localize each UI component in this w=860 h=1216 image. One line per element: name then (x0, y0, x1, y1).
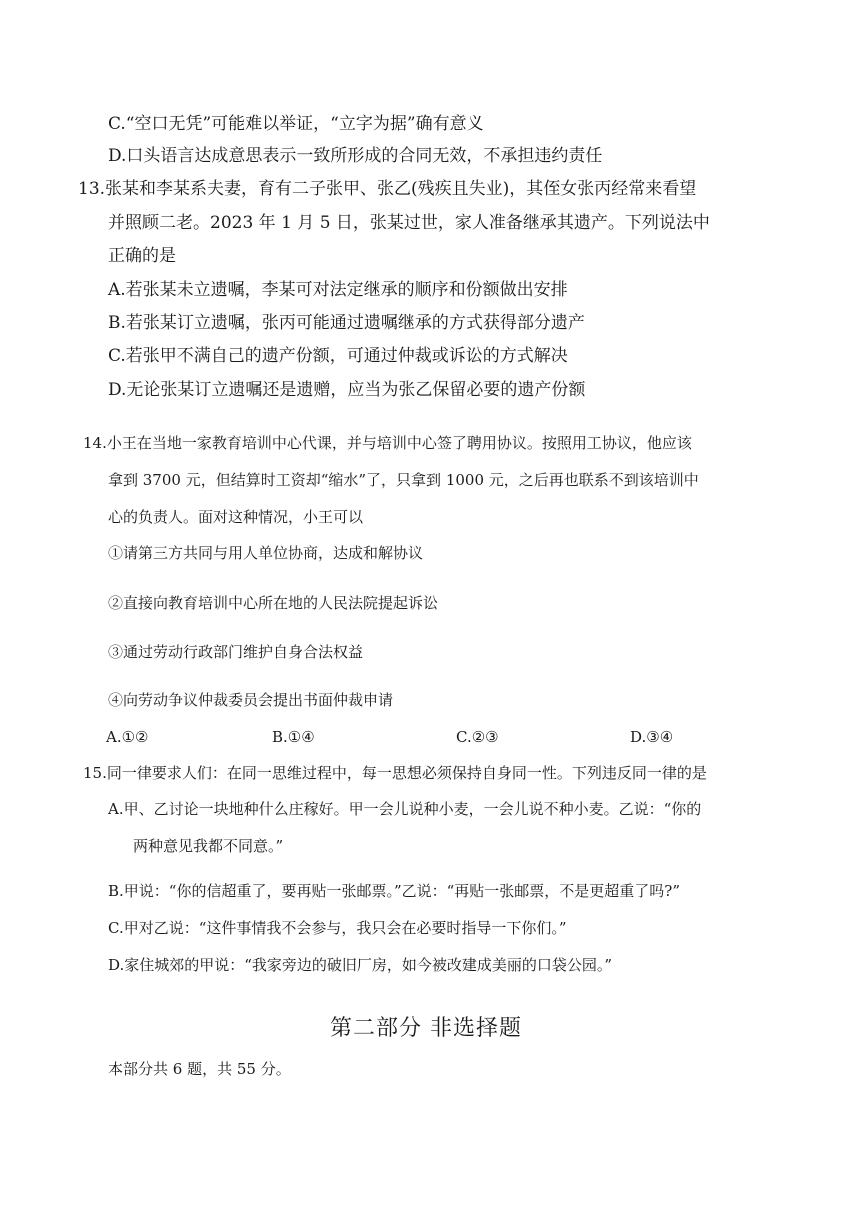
q13-stem-line1: 13.张某和李某系夫妻，育有二子张甲、张乙(残疾且失业)，其侄女张丙经常来看望 (78, 179, 697, 199)
q15-option-a-line2: 两种意见我都不同意。” (133, 837, 284, 855)
q14-item-1: ①请第三方共同与用人单位协商，达成和解协议 (108, 544, 424, 562)
part2-note: 本部分共 6 题，共 55 分。 (108, 1060, 291, 1078)
q15-option-a-line1: A.甲、乙讨论一块地种什么庄稼好。甲一会儿说种小麦，一会儿说不种小麦。乙说：“你的 (108, 800, 702, 818)
q12-option-d: D.口头语言达成意思表示一致所形成的合同无效，不承担违约责任 (108, 146, 603, 166)
q13-option-d: D.无论张某订立遗嘱还是遗赠，应当为张乙保留必要的遗产份额 (108, 380, 586, 400)
q14-stem-line3: 心的负责人。面对这种情况，小王可以 (108, 508, 364, 526)
q14-stem-line1: 14.小王在当地一家教育培训中心代课，并与培训中心签了聘用协议。按照用工协议，他应该 (83, 434, 692, 452)
q14-stem-line2: 拿到 3700 元，但结算时工资却“缩水”了，只拿到 1000 元，之后再也联系不到该培训中 (108, 471, 699, 489)
q14-item-4: ④向劳动争议仲裁委员会提出书面仲裁申请 (108, 691, 394, 709)
q14-item-3: ③通过劳动行政部门维护自身合法权益 (108, 643, 364, 661)
q15-option-c: C.甲对乙说：“这件事情我不会参与，我只会在必要时指导一下你们。” (108, 919, 567, 937)
q12-option-c: C.“空口无凭”可能难以举证，“立字为据”确有意义 (108, 114, 484, 134)
q13-stem-line3: 正确的是 (108, 246, 176, 266)
q13-option-b: B.若张某订立遗嘱，张丙可能通过遗嘱继承的方式获得部分遗产 (108, 313, 585, 333)
q15-option-b: B.甲说：“你的信超重了，要再贴一张邮票。”乙说：“再贴一张邮票，不是更超重了吗?” (108, 882, 681, 900)
q13-option-c: C.若张甲不满自己的遗产份额，可通过仲裁或诉讼的方式解决 (108, 346, 568, 366)
q15-stem: 15.同一律要求人们：在同一思维过程中，每一思想必须保持自身同一性。下列违反同一律的是 (83, 764, 707, 782)
part2-title: 第二部分 非选择题 (330, 1016, 522, 1041)
q13-stem-line2: 并照顾二老。2023 年 1 月 5 日，张某过世，家人准备继承其遗产。下列说法中 (108, 213, 710, 233)
q14-choice-c: C.②③ (456, 728, 499, 746)
q13-option-a: A.若张某未立遗嘱，李某可对法定继承的顺序和份额做出安排 (108, 280, 568, 300)
q15-option-d: D.家住城郊的甲说：“我家旁边的破旧厂房，如今被改建成美丽的口袋公园。” (108, 956, 613, 974)
q14-item-2: ②直接向教育培训中心所在地的人民法院提起诉讼 (108, 594, 439, 612)
q14-choice-a: A.①② (106, 728, 149, 746)
q14-choice-b: B.①④ (272, 728, 315, 746)
q14-choice-d: D.③④ (630, 728, 674, 746)
